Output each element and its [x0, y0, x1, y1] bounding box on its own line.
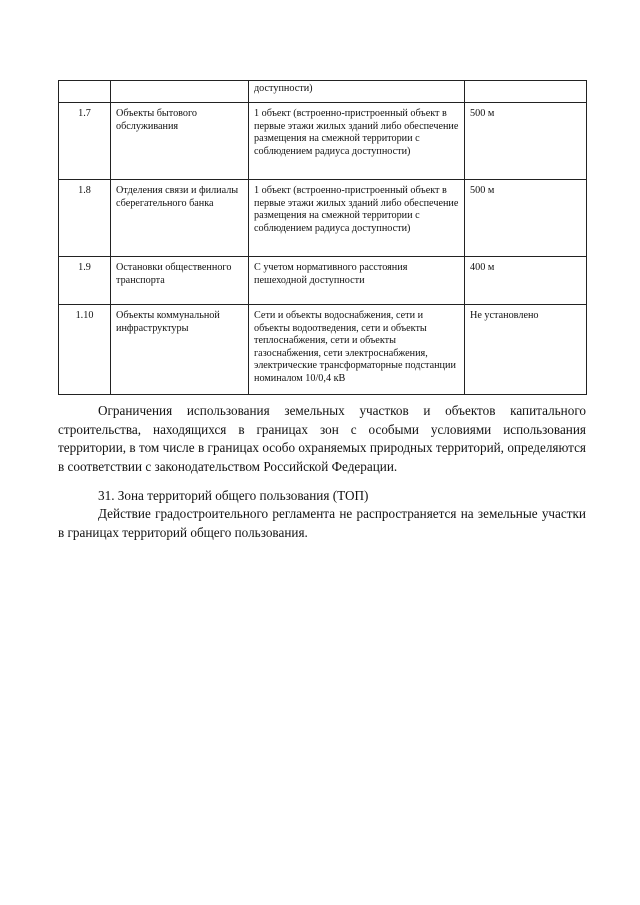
row-description: 1 объект (встроенно-пристроенный объект в первые этажи жилых зданий либо обеспечение размещения на смежной территории с соблюдением радиуса доступности): [249, 103, 465, 180]
regulation-table: [58, 80, 587, 395]
row-object: [111, 81, 249, 103]
row-description: С учетом нормативного расстояния пешеходной доступности: [249, 257, 465, 305]
row-distance: Не установлено: [465, 305, 587, 395]
zone-paragraph: Действие градостроительного регламента не распространяется на земельные участки в границах территорий общего пользования.: [58, 506, 586, 540]
row-object: Объекты коммунальной инфраструктуры: [111, 305, 249, 395]
row-object: Остановки общественного транспорта: [111, 257, 249, 305]
row-number: 1.7: [59, 103, 111, 180]
row-object: Объекты бытового обслуживания: [111, 103, 249, 180]
row-distance: 500 м: [465, 180, 587, 257]
restrictions-paragraph: Ограничения использования земельных участков и объектов капитального строительства, находящихся в границах зон с особыми условиями использования территории, в том числе в границах особо охраняемых природных территорий, определяются в соответствии с законодательством Российской Федерации.: [58, 403, 586, 474]
table-row: [59, 305, 587, 395]
row-description: 1 объект (встроенно-пристроенный объект в первые этажи жилых зданий либо обеспечение размещения на смежной территории с соблюдением радиуса доступности): [249, 180, 465, 257]
table-row: [59, 257, 587, 305]
row-description: Сети и объекты водоснабжения, сети и объекты водоотведения, сети и объекты теплоснабжения, сети и объекты газоснабжения, сети электроснабжения, электрические трансформаторные подстанции номиналом 10/0,4 кВ: [249, 305, 465, 395]
row-number: 1.9: [59, 257, 111, 305]
row-object: Отделения связи и филиалы сберегательного банка: [111, 180, 249, 257]
row-number: 1.8: [59, 180, 111, 257]
row-description: доступности): [249, 81, 465, 103]
table-row: [59, 180, 587, 257]
zone-heading: 31. Зона территорий общего пользования (ТОП): [98, 488, 369, 503]
table-row: [59, 103, 587, 180]
row-distance: [465, 81, 587, 103]
row-distance: 400 м: [465, 257, 587, 305]
row-distance: 500 м: [465, 103, 587, 180]
row-number: 1.10: [59, 305, 111, 395]
row-number: [59, 81, 111, 103]
table-row: [59, 81, 587, 103]
